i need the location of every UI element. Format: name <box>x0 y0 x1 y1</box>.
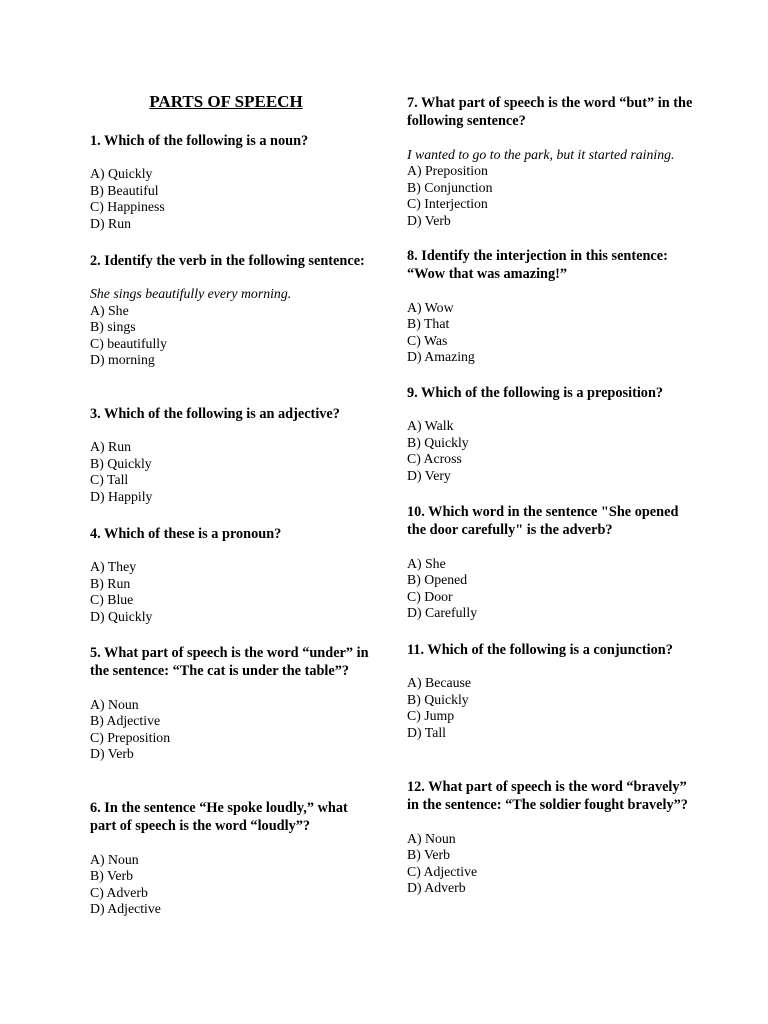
question-block <box>407 94 697 229</box>
question-block <box>90 525 370 625</box>
answer-option: D) Very <box>407 467 451 483</box>
question-block <box>90 799 370 918</box>
answer-option: A) Preposition <box>407 163 488 179</box>
answer-options <box>90 697 370 763</box>
answer-option: D) Tall <box>407 724 447 740</box>
answer-option: D) Verb <box>407 212 451 228</box>
answer-option: B) That <box>407 316 450 332</box>
answer-option: B) Quickly <box>407 691 469 707</box>
question-text: 6. In the sentence “He spoke loudly,” what part of speech is the word “loudly”? <box>90 800 348 835</box>
answer-option: C) Adjective <box>407 863 478 879</box>
answer-option: A) Run <box>90 439 132 455</box>
question-text: 3. Which of the following is an adjective? <box>90 406 340 422</box>
answer-options <box>407 300 697 366</box>
question-block <box>407 247 697 366</box>
spacer <box>407 131 697 147</box>
spacer <box>407 659 697 675</box>
answer-option: C) Interjection <box>407 196 488 212</box>
answer-option: B) sings <box>90 319 136 335</box>
spacer <box>90 150 370 166</box>
question-block <box>407 384 697 484</box>
spacer <box>90 423 370 439</box>
answer-option: C) Across <box>407 451 462 467</box>
answer-option: A) Walk <box>407 418 454 434</box>
answer-option: A) Noun <box>407 830 456 846</box>
spacer <box>90 543 370 559</box>
question-text: 4. Which of these is a pronoun? <box>90 526 282 542</box>
question-block <box>407 503 697 622</box>
spacer <box>407 815 697 831</box>
spacer <box>90 270 370 286</box>
example-sentence: She sings beautifully every morning. <box>90 286 292 302</box>
question-text: 7. What part of speech is the word “but” in the following sentence? <box>407 95 693 130</box>
answer-option: C) Blue <box>90 592 134 608</box>
answer-option: B) Quickly <box>90 455 152 471</box>
answer-option: D) Run <box>90 215 132 231</box>
question-text: 11. Which of the following is a conjunction? <box>407 642 673 658</box>
question-text: 8. Identify the interjection in this sentence: “Wow that was amazing!” <box>407 248 668 283</box>
spacer <box>407 540 697 556</box>
question-text: 9. Which of the following is a preposition? <box>407 385 664 401</box>
answer-option: D) Happily <box>90 488 153 504</box>
answer-option: C) Door <box>407 588 453 604</box>
example-sentence: I wanted to go to the park, but it started raining. <box>407 146 675 162</box>
question-text: 1. Which of the following is a noun? <box>90 133 309 149</box>
answer-option: C) Preposition <box>90 729 171 745</box>
answer-option: D) Adjective <box>90 901 161 917</box>
answer-option: D) Verb <box>90 746 134 762</box>
answer-option: A) She <box>407 555 446 571</box>
answer-options <box>90 166 370 232</box>
page-title: PARTS OF SPEECH <box>149 92 303 111</box>
answer-option: B) Verb <box>407 847 451 863</box>
answer-options <box>407 556 697 622</box>
answer-option: A) They <box>90 559 137 575</box>
answer-option: C) beautifully <box>90 335 168 351</box>
question-block <box>90 132 370 232</box>
spacer <box>407 284 697 300</box>
question-text: 5. What part of speech is the word “under” in the sentence: “The cat is under the table”? <box>90 645 369 680</box>
answer-options <box>407 675 697 741</box>
answer-option: C) Adverb <box>90 884 148 900</box>
question-text: 2. Identify the verb in the following sentence: <box>90 253 365 269</box>
answer-option: D) Quickly <box>90 608 153 624</box>
answer-option: A) Noun <box>90 851 139 867</box>
question-text: 10. Which word in the sentence "She opened the door carefully" is the adverb? <box>407 504 679 539</box>
answer-option: A) Noun <box>90 696 139 712</box>
answer-option: B) Quickly <box>407 434 469 450</box>
spacer <box>90 836 370 852</box>
answer-options <box>90 439 370 505</box>
answer-options <box>407 831 697 897</box>
answer-option: D) Carefully <box>407 605 478 621</box>
answer-option: A) Because <box>407 675 471 691</box>
answer-option: A) Quickly <box>90 166 153 182</box>
answer-option: B) Conjunction <box>407 179 493 195</box>
answer-option: B) Opened <box>407 572 468 588</box>
answer-option: C) Tall <box>90 472 129 488</box>
answer-options <box>90 852 370 918</box>
question-text: 12. What part of speech is the word “bravely” in the sentence: “The soldier fought bravely”? <box>407 779 688 814</box>
answer-option: B) Verb <box>90 868 134 884</box>
question-block <box>90 644 370 763</box>
answer-option: C) Happiness <box>90 199 165 215</box>
question-block <box>90 405 370 505</box>
answer-option: D) Adverb <box>407 880 466 896</box>
answer-option: D) morning <box>90 352 155 368</box>
answer-option: B) Beautiful <box>90 182 159 198</box>
question-block <box>407 641 697 741</box>
answer-option: C) Jump <box>407 708 455 724</box>
answer-option: A) She <box>90 302 129 318</box>
answer-options <box>90 559 370 625</box>
answer-option: C) Was <box>407 332 448 348</box>
answer-option: B) Adjective <box>90 713 161 729</box>
spacer <box>407 402 697 418</box>
answer-option: D) Amazing <box>407 349 475 365</box>
answer-option: A) Wow <box>407 299 454 315</box>
answer-option: B) Run <box>90 575 131 591</box>
answer-options <box>407 418 697 484</box>
question-block <box>407 778 697 897</box>
answer-options <box>90 303 370 369</box>
answer-options <box>407 163 697 229</box>
spacer <box>90 681 370 697</box>
question-block <box>90 252 370 369</box>
